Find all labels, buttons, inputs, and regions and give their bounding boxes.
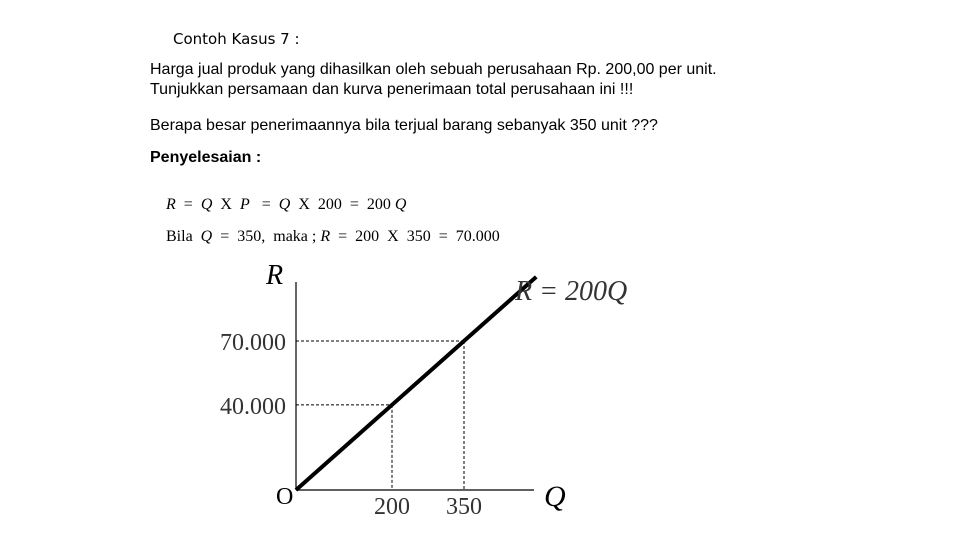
y-axis-label: R bbox=[266, 260, 284, 291]
origin-label: O bbox=[276, 484, 294, 510]
slide-title: Contoh Kasus 7 : bbox=[173, 30, 300, 48]
equation-revenue-at-350: Bila Q = 350, maka ; R = 200 X 350 = 70.000 bbox=[166, 228, 500, 245]
problem-text-line-2: Tunjukkan persamaan dan kurva penerimaan total perusahaan ini !!! bbox=[150, 81, 634, 98]
problem-text-line-1: Harga jual produk yang dihasilkan oleh sebuah perusahaan Rp. 200,00 per unit. bbox=[150, 61, 717, 78]
y-tick-label-0: 40.000 bbox=[220, 393, 286, 420]
series-label-0: R = 200Q bbox=[515, 276, 628, 307]
question-text: Berapa besar penerimaannya bila terjual barang sebanyak 350 unit ??? bbox=[150, 117, 658, 134]
x-axis-label: Q bbox=[544, 480, 566, 513]
solution-heading: Penyelesaian : bbox=[150, 149, 262, 166]
series-line-0 bbox=[296, 277, 536, 490]
x-tick-label-0: 200 bbox=[374, 494, 410, 520]
x-tick-label-1: 350 bbox=[446, 494, 482, 520]
equation-revenue: R = Q X P = Q X 200 = 200 Q bbox=[166, 196, 407, 213]
y-tick-label-1: 70.000 bbox=[220, 330, 286, 356]
chart-layer bbox=[220, 260, 627, 520]
